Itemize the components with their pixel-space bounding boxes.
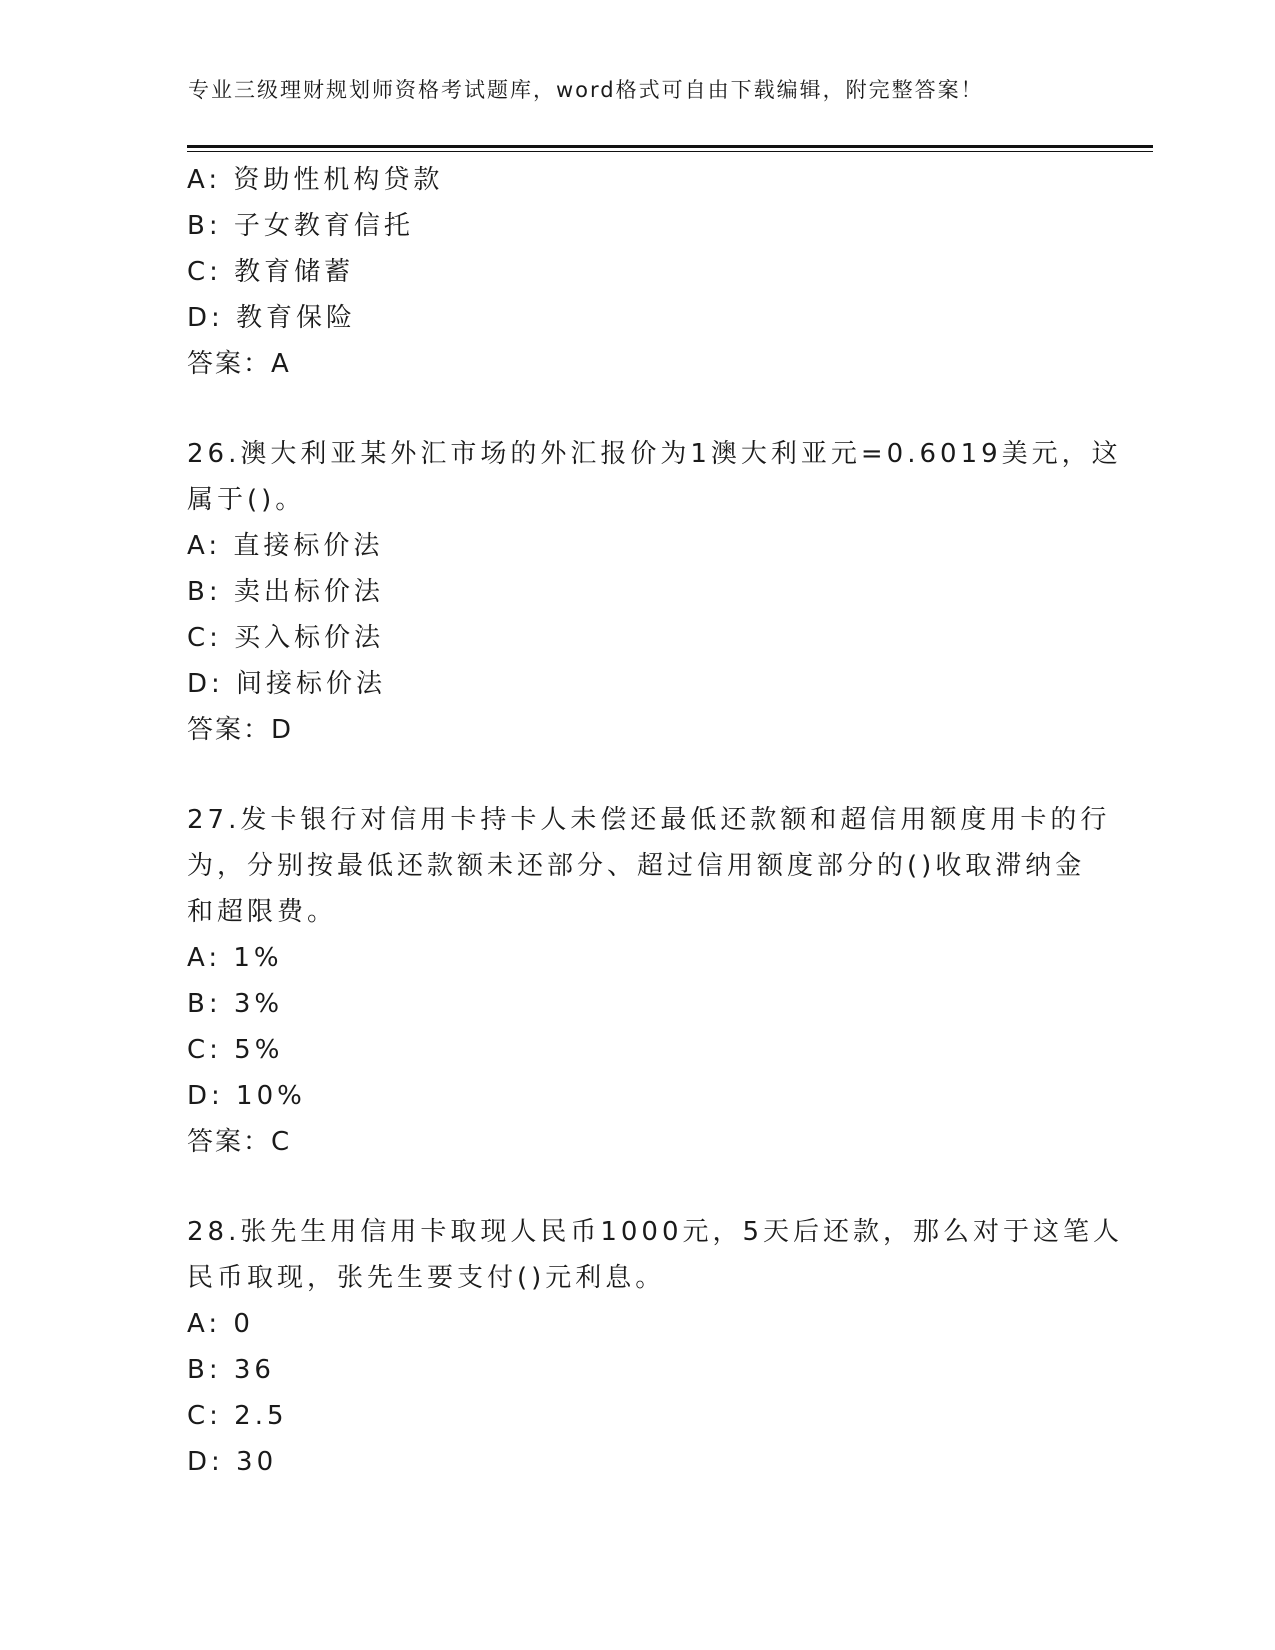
option-c: C: 买入标价法 [187, 623, 385, 653]
option-b: B: 36 [187, 1355, 275, 1385]
option-c: C: 2.5 [187, 1401, 288, 1431]
option-b: B: 子女教育信托 [187, 211, 414, 241]
option-d: D: 10% [187, 1081, 306, 1111]
question-text-line: 为，分别按最低还款额未还部分、超过信用额度部分的()收取滞纳金 [187, 851, 1086, 881]
option-b: B: 3% [187, 989, 284, 1019]
answer-line: 答案：C [187, 1127, 292, 1157]
question-text-line: 28.张先生用信用卡取现人民币1000元，5天后还款，那么对于这笔人 [187, 1217, 1124, 1247]
option-d: D: 教育保险 [187, 303, 357, 333]
option-a: A: 1% [187, 943, 283, 973]
option-d: D: 间接标价法 [187, 669, 387, 699]
option-c: C: 教育储蓄 [187, 257, 355, 287]
option-a: A: 直接标价法 [187, 531, 384, 561]
question-26 [187, 431, 1122, 753]
option-a: A: 0 [187, 1309, 254, 1339]
option-c: C: 5% [187, 1035, 284, 1065]
document-body [187, 157, 1124, 1485]
prev-question-options [187, 157, 1087, 341]
page-header: 专业三级理财规划师资格考试题库，word格式可自由下载编辑，附完整答案！ [188, 78, 984, 102]
question-text [187, 1209, 1124, 1301]
answer-line: 答案：D [187, 715, 294, 745]
question-text [187, 797, 1111, 935]
question-27 [187, 797, 1111, 1165]
question-28 [187, 1209, 1124, 1485]
question-text [187, 431, 1122, 523]
question-text-line: 26.澳大利亚某外汇市场的外汇报价为1澳大利亚元=0.6019美元，这 [187, 439, 1122, 469]
question-text-line: 属于()。 [187, 485, 306, 515]
question-text-line: 27.发卡银行对信用卡持卡人未偿还最低还款额和超信用额度用卡的行 [187, 805, 1111, 835]
question-text-line: 和超限费。 [187, 897, 338, 927]
option-b: B: 卖出标价法 [187, 577, 384, 607]
option-d: D: 30 [187, 1447, 278, 1477]
header-rule-thin [187, 151, 1153, 152]
question-text-line: 民币取现，张先生要支付()元利息。 [187, 1263, 666, 1293]
header-rule-thick [187, 145, 1153, 148]
answer-line: 答案：A [187, 349, 291, 379]
option-a: A: 资助性机构贷款 [187, 165, 444, 195]
